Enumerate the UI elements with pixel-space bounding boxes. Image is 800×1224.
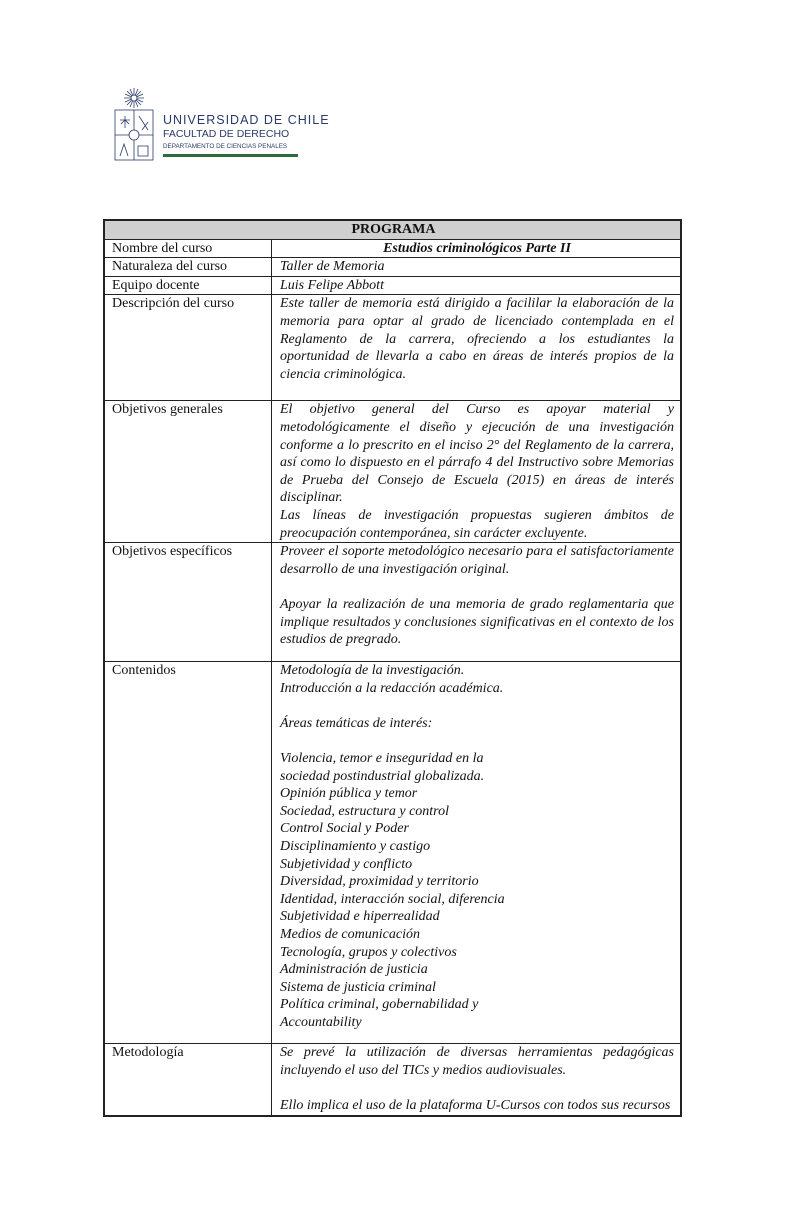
value-paragraph: Identidad, interacción social, diferencia [280,891,505,907]
value-paragraph: Taller de Memoria [280,259,385,275]
value-paragraph: Áreas temáticas de interés: [280,715,433,731]
university-seal-icon [112,86,156,164]
row-label: Descripción del curso [104,295,272,401]
row-label: Objetivos específicos [104,543,272,662]
row-label: Metodología [104,1044,272,1116]
row-value [272,258,682,277]
row-value [272,276,682,295]
value-paragraph: Accountability [280,1015,362,1030]
value-paragraph: Sociedad, estructura y control [280,803,450,819]
value-paragraph: Política criminal, gobernabilidad y [280,997,479,1013]
row-value [272,239,682,258]
university-logo [112,86,332,166]
row-value [272,662,682,1044]
value-paragraph [280,733,674,751]
value-paragraph: Se prevé la utilización de diversas herramientas pedagógicas incluyendo el uso del TICs y medios audiovisuales. [280,1045,674,1078]
table-row [104,1044,681,1116]
value-paragraph: Disciplinamiento y castigo [280,839,431,855]
logo-divider [163,154,298,157]
row-label: Equipo docente [104,276,272,295]
value-paragraph: Introducción a la redacción académica. [280,680,504,696]
value-paragraph: Opinión pública y temor [280,786,418,802]
table-row [104,401,681,543]
value-paragraph: Estudios criminológicos Parte II [383,240,571,256]
row-label: Objetivos generales [104,401,272,543]
value-paragraph: Violencia, temor e inseguridad en la [280,751,484,767]
value-paragraph: Proveer el soporte metodológico necesario para el satisfactoriamente desarrollo de una investigación original. [280,544,674,577]
value-paragraph: Diversidad, proximidad y territorio [280,874,479,890]
table-row [104,258,681,277]
value-paragraph [280,697,674,715]
row-value [272,401,682,543]
table-header: PROGRAMA [104,220,681,239]
value-paragraph: sociedad postindustrial globalizada. [280,768,485,784]
table-row [104,662,681,1044]
value-paragraph: Subjetividad e hiperrealidad [280,909,440,925]
value-paragraph: Las líneas de investigación propuestas sugieren ámbitos de preocupación contemporánea, sin carácter excluyente. [280,507,674,541]
value-paragraph: Control Social y Poder [280,821,409,837]
value-paragraph: Ello implica el uso de la plataforma U-Cursos con todos sus recursos [280,1097,671,1113]
row-value [272,543,682,662]
value-paragraph: Subjetividad y conflicto [280,856,413,872]
row-label: Contenidos [104,662,272,1044]
row-value [272,1044,682,1116]
table-row [104,276,681,295]
value-paragraph: Tecnología, grupos y colectivos [280,944,457,960]
value-paragraph [280,578,674,596]
row-label: Naturaleza del curso [104,258,272,277]
table-row [104,543,681,662]
table-row [104,295,681,401]
row-value [272,295,682,401]
value-paragraph: El objetivo general del Curso es apoyar material y metodológicamente el diseño y ejecución de una investigación conforme a lo prescrito en el inciso 2° del Reglamento de la carrera, así como lo dispuesto en el párrafo 4 del Instructivo sobre Memorias de Prueba del Consejo de Escuela (2015) en áreas de interés disciplinar. [280,402,674,506]
value-paragraph: Este taller de memoria está dirigido a facililar la elaboración de la memoria para optar al grado de licenciado contemplada en el Reglamento de la carrera, ofreciendo a los estudiantes la oportunidad de llevarla a cabo en áreas de interés propios de la ciencia criminológica. [280,296,674,382]
value-paragraph: Administración de justicia [280,962,428,978]
row-label: Nombre del curso [104,239,272,258]
value-paragraph [280,1079,674,1097]
value-paragraph: Medios de comunicación [280,927,420,943]
table-row [104,239,681,258]
program-table [103,219,682,1117]
value-paragraph: Apoyar la realización de una memoria de grado reglamentaria que implique resultados y conclusiones significativas en el contexto de los estudios de pregrado. [280,596,674,648]
university-name: UNIVERSIDAD DE CHILE [163,113,330,127]
value-paragraph: Sistema de justicia criminal [280,979,436,995]
value-paragraph: Metodología de la investigación. [280,663,465,679]
value-paragraph: Luis Felipe Abbott [280,277,384,293]
faculty-name: FACULTAD DE DERECHO [163,128,290,140]
department-name: DEPARTAMENTO DE CIENCIAS PENALES [163,143,288,150]
